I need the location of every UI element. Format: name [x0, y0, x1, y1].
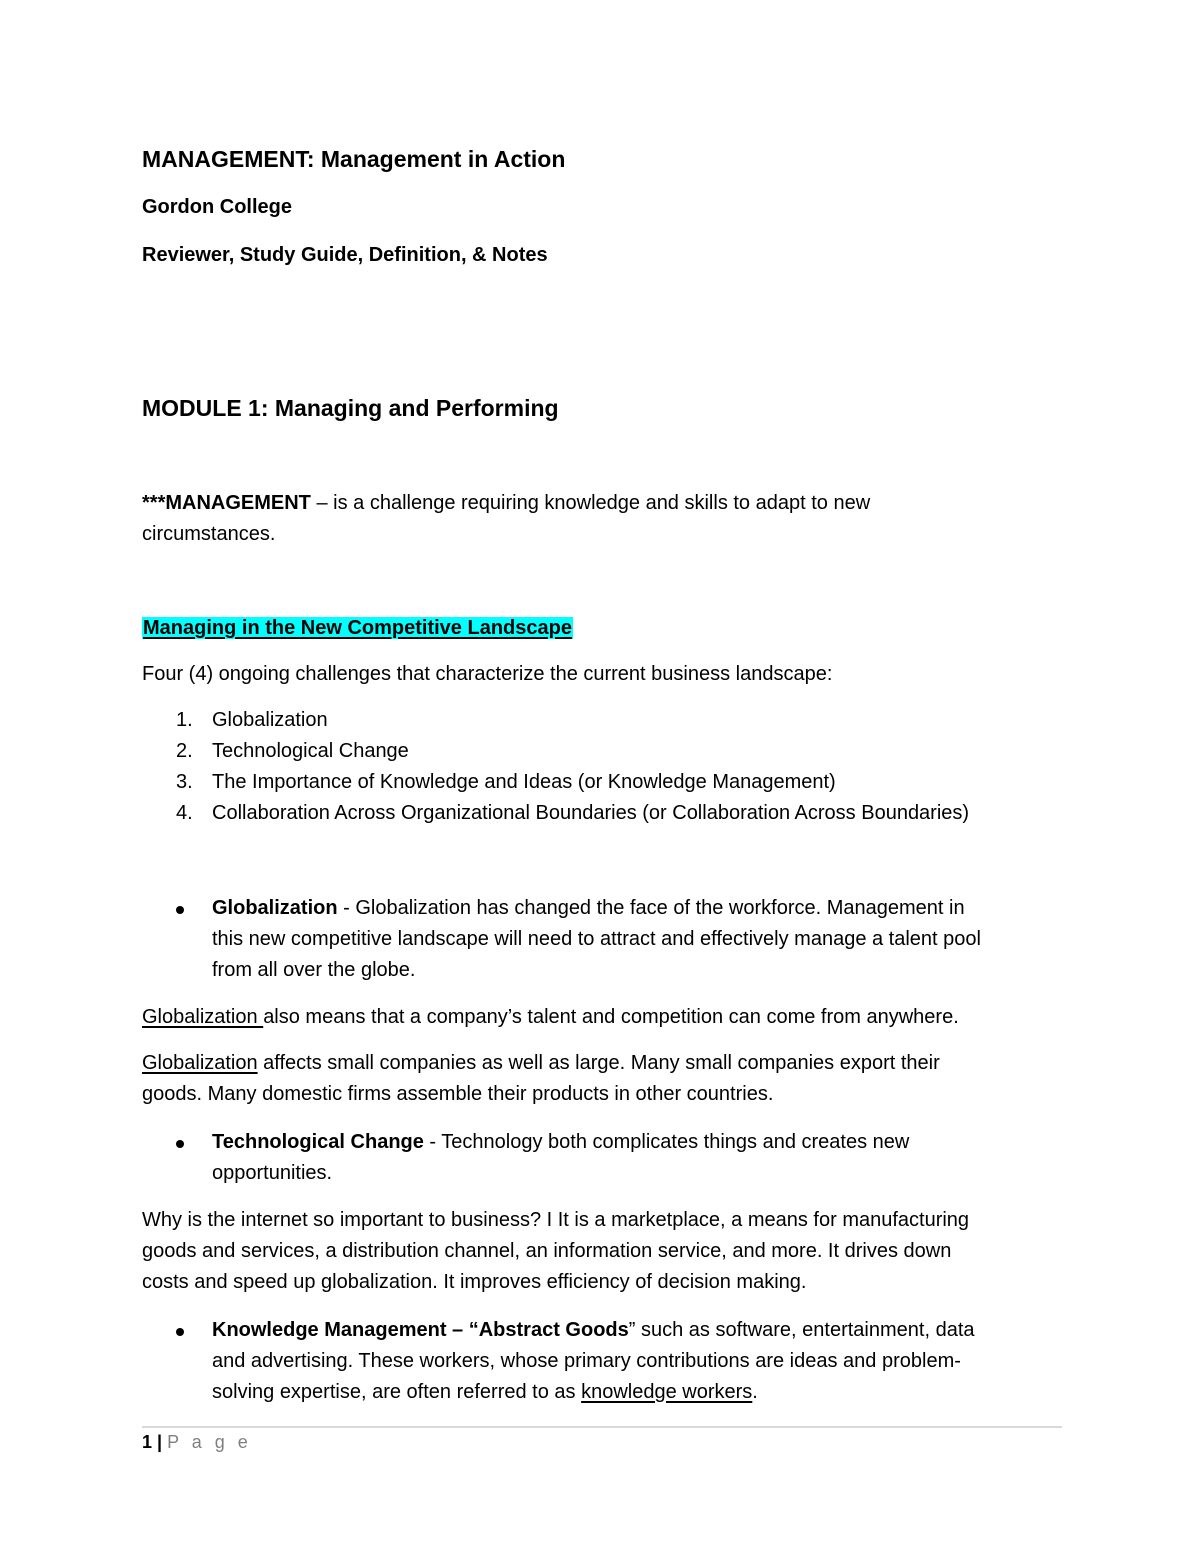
knowledge-text: ” such as software, entertainment, data: [628, 1319, 975, 1341]
globalization-underlined: Globalization: [142, 1006, 264, 1028]
management-def-line1: – is a challenge requiring knowledge and skills to adapt to new: [310, 492, 871, 514]
document-subtitle: Reviewer, Study Guide, Definition, & Notes: [142, 244, 548, 266]
section-heading: Managing in the New Competitive Landscape: [143, 617, 572, 639]
knowledge-term: Knowledge Management: [212, 1319, 447, 1341]
globalization-text: - Globalization has changed the face of the workforce. Management in: [337, 897, 965, 919]
globalization-paragraph1: [142, 1006, 959, 1029]
technology-text: - Technology both complicates things and creates new: [423, 1131, 910, 1153]
technology-bullet-line1: [212, 1131, 909, 1154]
section-heading-wrap: [142, 617, 573, 640]
globalization-paragraph2-line2: goods. Many domestic firms assemble their products in other countries.: [142, 1083, 774, 1105]
section-lead: Four (4) ongoing challenges that characterize the current business landscape:: [142, 663, 833, 685]
page-footer: [142, 1432, 252, 1453]
module-heading: MODULE 1: Managing and Performing: [142, 395, 559, 421]
list-item: Collaboration Across Organizational Boundaries (or Collaboration Across Boundaries): [212, 802, 970, 824]
knowledge-bullet-line3: [212, 1381, 758, 1404]
globalization-bullet-line3: from all over the globe.: [212, 959, 416, 981]
knowledge-bullet-line2: and advertising. These workers, whose primary contributions are ideas and problem-: [212, 1350, 961, 1372]
list-item-number: 3.: [176, 771, 193, 793]
document-title: MANAGEMENT: Management in Action: [142, 146, 566, 172]
bullet-icon: [176, 906, 184, 914]
globalization-term: Globalization: [212, 897, 338, 919]
list-item: Technological Change: [212, 740, 409, 762]
list-item-number: 2.: [176, 740, 193, 762]
management-definition: [142, 492, 870, 515]
list-item-number: 1.: [176, 709, 193, 731]
internet-paragraph-line2: goods and services, a distribution channel, an information service, and more. It drives down: [142, 1240, 952, 1262]
globalization-underlined: Globalization: [142, 1052, 258, 1074]
internet-paragraph-line3: costs and speed up globalization. It improves efficiency of decision making.: [142, 1271, 807, 1293]
knowledge-line3-text: solving expertise, are often referred to as: [212, 1381, 582, 1403]
footer-separator: |: [157, 1432, 163, 1452]
page-label: P a g e: [167, 1432, 252, 1452]
globalization-p2-text: affects small companies as well as large. Many small companies export their: [257, 1052, 940, 1074]
list-item-number: 4.: [176, 802, 193, 824]
bullet-icon: [176, 1140, 184, 1148]
list-item: The Importance of Knowledge and Ideas (or Knowledge Management): [212, 771, 836, 793]
list-item: Globalization: [212, 709, 328, 731]
abstract-goods: “Abstract Goods: [468, 1319, 629, 1341]
technology-term: Technological Change: [212, 1131, 424, 1153]
internet-paragraph-line1: Why is the internet so important to business? I It is a marketplace, a means for manufacturing: [142, 1209, 970, 1231]
knowledge-dash: –: [446, 1319, 469, 1341]
management-term: ***MANAGEMENT: [142, 492, 311, 514]
knowledge-line3-end: .: [752, 1381, 758, 1403]
school-name: Gordon College: [142, 196, 292, 218]
technology-bullet-line2: opportunities.: [212, 1162, 333, 1184]
bullet-icon: [176, 1328, 184, 1336]
management-def-line2: circumstances.: [142, 523, 276, 545]
knowledge-bullet-line1: [212, 1319, 975, 1342]
globalization-p1-text: also means that a company’s talent and competition can come from anywhere.: [263, 1006, 959, 1028]
knowledge-workers-term: knowledge workers: [581, 1381, 753, 1403]
globalization-bullet-line2: this new competitive landscape will need to attract and effectively manage a talent pool: [212, 928, 981, 950]
globalization-bullet-line1: [212, 897, 965, 920]
page-number: 1: [142, 1432, 153, 1452]
footer-divider: [142, 1426, 1062, 1428]
globalization-paragraph2: [142, 1052, 940, 1075]
